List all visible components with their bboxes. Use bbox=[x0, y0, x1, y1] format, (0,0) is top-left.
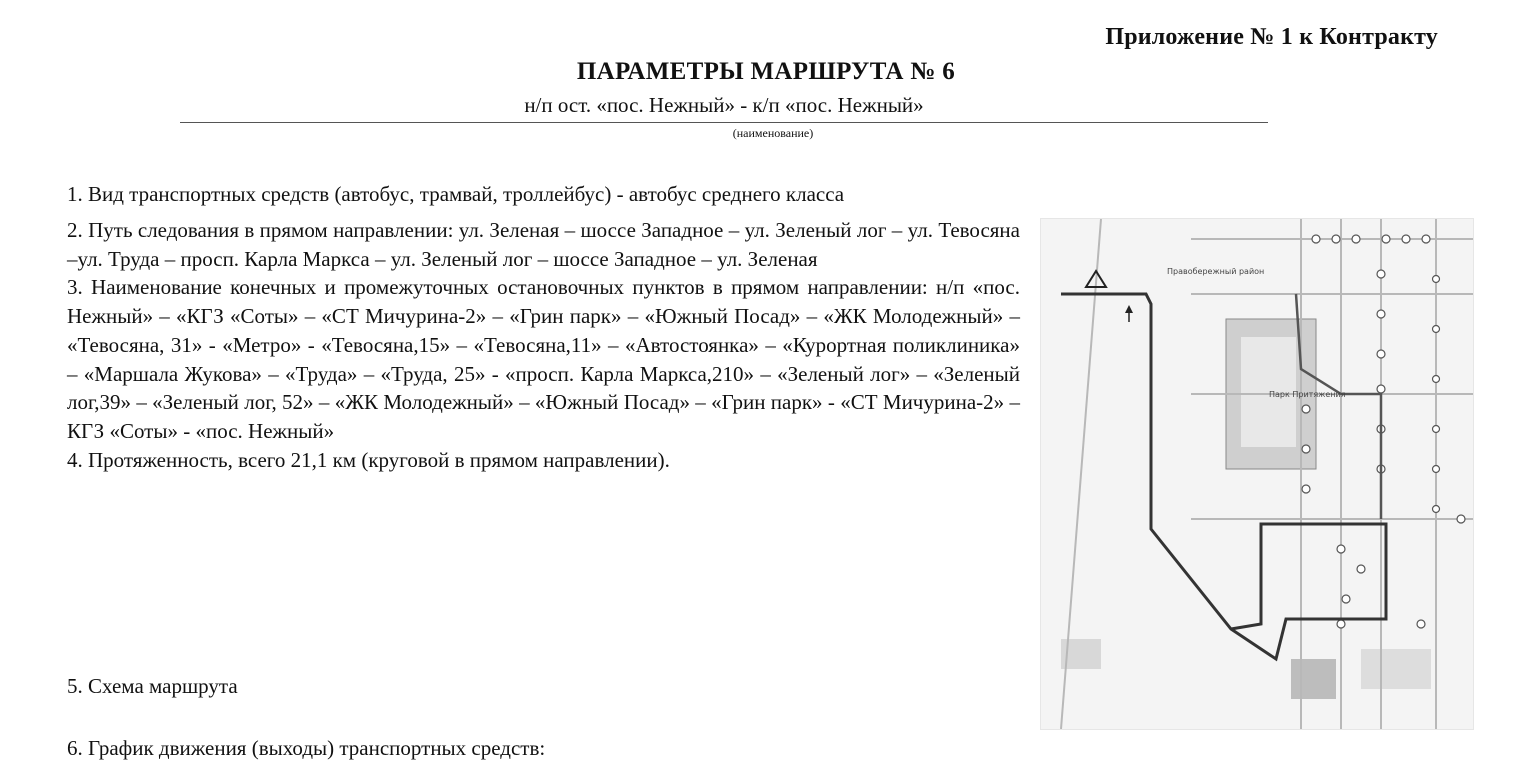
map-block bbox=[1361, 649, 1431, 689]
map-block bbox=[1291, 659, 1336, 699]
item-vehicle-type: 1. Вид транспортных средств (автобус, трамвай, троллейбус) - автобус среднего класса bbox=[67, 182, 845, 206]
items-block bbox=[67, 216, 1020, 474]
route-subtitle: н/п ост. «пос. Нежный» - к/п «пос. Нежный» bbox=[524, 93, 924, 117]
item-length: 4. Протяженность, всего 21,1 км (круговой в прямом направлении). bbox=[67, 447, 670, 472]
item-schedule: 6. График движения (выходы) транспортных средств: bbox=[67, 736, 546, 760]
item-stops: 3. Наименование конечных и промежуточных остановочных пунктов в прямом направлении: н/п «пос. Нежный» – «КГЗ «Соты» – «СТ Мичурина-2» – «Грин парк» – «Южный Посад» – «ЖК Молодежный» – «Тевосяна, 31» - «Метро» - «Тевосяна,15» – «Тевосяна,11» – «Автостоянка» – «Курортная поликлиника» – «Маршала Жукова» – «Труда» – «Труда, 25» - «просп. Карла Маркса,210» – «Зеленый лог» – «Зеленый лог,39» – «Зеленый лог, 52» – «ЖК Молодежный» – «Южный Посад» – «Грин парк» - «СТ Мичурина-2» – КГЗ «Соты» - «пос. Нежный» bbox=[67, 275, 1020, 443]
item-route-scheme: 5. Схема маршрута bbox=[67, 674, 238, 698]
subtitle-caption: (наименование) bbox=[732, 126, 814, 140]
route-map bbox=[1040, 218, 1474, 730]
route-map-image bbox=[1041, 219, 1473, 729]
appendix-label: Приложение № 1 к Контракту bbox=[1105, 24, 1438, 50]
route-line bbox=[1061, 294, 1386, 659]
page-title: ПАРАМЕТРЫ МАРШРУТА № 6 bbox=[576, 58, 956, 85]
item-route-path: 2. Путь следования в прямом направлении: ул. Зеленая – шоссе Западное – ул. Зеленый лог – ул. Тевосяна –ул. Труда – просп. Карла Маркса – ул. Зеленый лог – шоссе Западное – ул. Зеленая bbox=[67, 218, 1020, 271]
map-label-park: Парк Притяжения bbox=[1269, 390, 1346, 399]
subtitle-underline bbox=[180, 122, 1268, 123]
map-label-district: Правобережный район bbox=[1167, 267, 1265, 276]
